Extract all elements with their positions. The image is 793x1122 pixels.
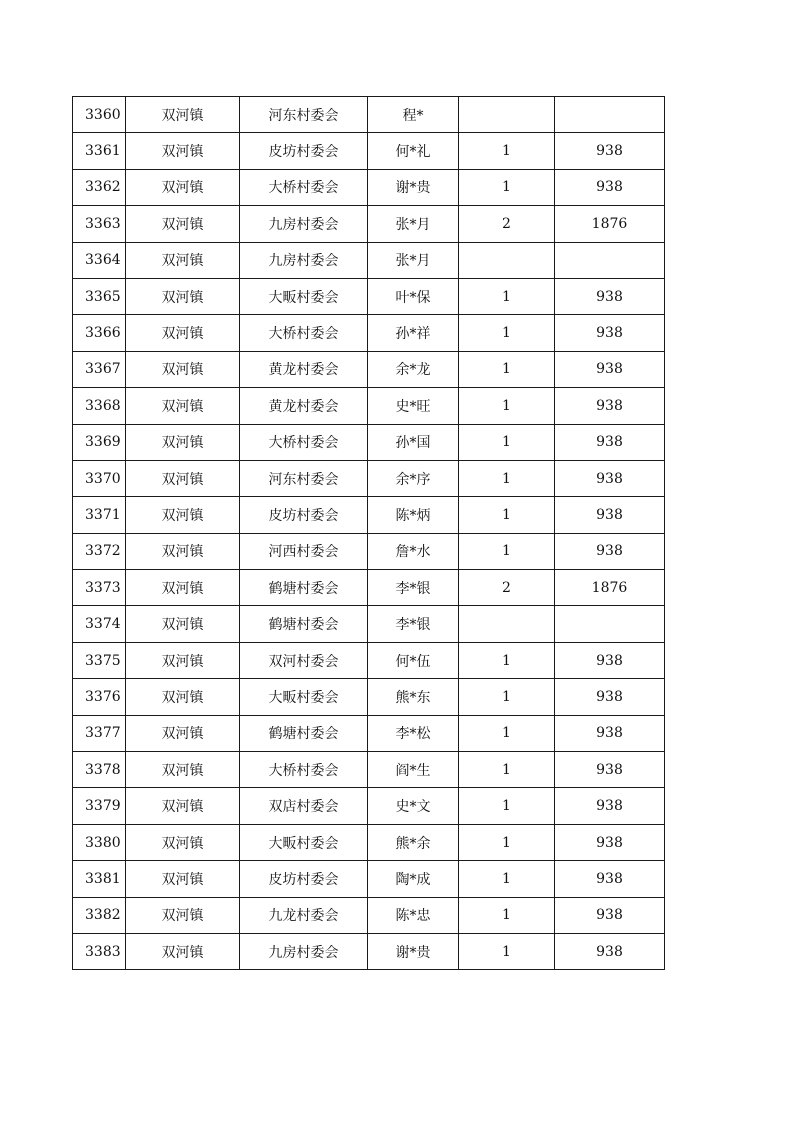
count-cell: 1 (459, 679, 555, 715)
amount-cell: 938 (555, 533, 665, 569)
amount-cell: 938 (555, 861, 665, 897)
subsidy-table (72, 96, 665, 970)
amount-cell (555, 97, 665, 133)
table-row (73, 460, 665, 496)
table-row (73, 169, 665, 205)
count-cell: 1 (459, 824, 555, 860)
person-name-cell: 何*伍 (368, 642, 459, 678)
amount-cell: 938 (555, 315, 665, 351)
town-cell: 双河镇 (126, 388, 240, 424)
person-name-cell: 谢*贵 (368, 933, 459, 969)
amount-cell: 938 (555, 788, 665, 824)
amount-cell: 938 (555, 897, 665, 933)
row-number-cell: 3383 (73, 933, 126, 969)
town-cell: 双河镇 (126, 679, 240, 715)
town-cell: 双河镇 (126, 752, 240, 788)
town-cell: 双河镇 (126, 460, 240, 496)
village-committee-cell: 鹤塘村委会 (240, 570, 368, 606)
person-name-cell: 陈*忠 (368, 897, 459, 933)
town-cell: 双河镇 (126, 133, 240, 169)
table-row (73, 861, 665, 897)
person-name-cell: 何*礼 (368, 133, 459, 169)
amount-cell: 938 (555, 933, 665, 969)
table-row (73, 424, 665, 460)
village-committee-cell: 大畈村委会 (240, 679, 368, 715)
table-row (73, 679, 665, 715)
village-committee-cell: 河东村委会 (240, 97, 368, 133)
person-name-cell: 熊*余 (368, 824, 459, 860)
table-row (73, 206, 665, 242)
row-number-cell: 3382 (73, 897, 126, 933)
village-committee-cell: 双店村委会 (240, 788, 368, 824)
count-cell: 2 (459, 570, 555, 606)
town-cell: 双河镇 (126, 861, 240, 897)
village-committee-cell: 双河村委会 (240, 642, 368, 678)
table-row (73, 824, 665, 860)
count-cell: 2 (459, 206, 555, 242)
count-cell: 1 (459, 788, 555, 824)
table-row (73, 242, 665, 278)
table-row (73, 497, 665, 533)
count-cell: 1 (459, 497, 555, 533)
row-number-cell: 3360 (73, 97, 126, 133)
table-row (73, 351, 665, 387)
village-committee-cell: 皮坊村委会 (240, 133, 368, 169)
table-row (73, 933, 665, 969)
table-row (73, 97, 665, 133)
row-number-cell: 3370 (73, 460, 126, 496)
amount-cell: 938 (555, 642, 665, 678)
village-committee-cell: 九房村委会 (240, 242, 368, 278)
count-cell: 1 (459, 278, 555, 314)
count-cell (459, 97, 555, 133)
village-committee-cell: 黄龙村委会 (240, 351, 368, 387)
town-cell: 双河镇 (126, 715, 240, 751)
person-name-cell: 史*文 (368, 788, 459, 824)
count-cell: 1 (459, 388, 555, 424)
village-committee-cell: 大桥村委会 (240, 315, 368, 351)
town-cell: 双河镇 (126, 788, 240, 824)
row-number-cell: 3381 (73, 861, 126, 897)
count-cell: 1 (459, 460, 555, 496)
table-row (73, 897, 665, 933)
person-name-cell: 孙*国 (368, 424, 459, 460)
row-number-cell: 3376 (73, 679, 126, 715)
person-name-cell: 张*月 (368, 242, 459, 278)
town-cell: 双河镇 (126, 315, 240, 351)
village-committee-cell: 皮坊村委会 (240, 497, 368, 533)
amount-cell: 938 (555, 351, 665, 387)
town-cell: 双河镇 (126, 642, 240, 678)
count-cell: 1 (459, 533, 555, 569)
row-number-cell: 3379 (73, 788, 126, 824)
village-committee-cell: 河西村委会 (240, 533, 368, 569)
village-committee-cell: 大畈村委会 (240, 824, 368, 860)
town-cell: 双河镇 (126, 570, 240, 606)
table-row (73, 533, 665, 569)
amount-cell: 938 (555, 824, 665, 860)
row-number-cell: 3364 (73, 242, 126, 278)
village-committee-cell: 大桥村委会 (240, 424, 368, 460)
row-number-cell: 3375 (73, 642, 126, 678)
village-committee-cell: 大畈村委会 (240, 278, 368, 314)
town-cell: 双河镇 (126, 424, 240, 460)
amount-cell: 938 (555, 679, 665, 715)
row-number-cell: 3368 (73, 388, 126, 424)
town-cell: 双河镇 (126, 606, 240, 642)
count-cell: 1 (459, 133, 555, 169)
table-row (73, 278, 665, 314)
amount-cell: 938 (555, 497, 665, 533)
town-cell: 双河镇 (126, 169, 240, 205)
amount-cell: 938 (555, 388, 665, 424)
person-name-cell: 谢*贵 (368, 169, 459, 205)
table-row (73, 606, 665, 642)
amount-cell (555, 606, 665, 642)
town-cell: 双河镇 (126, 278, 240, 314)
town-cell: 双河镇 (126, 897, 240, 933)
count-cell: 1 (459, 351, 555, 387)
village-committee-cell: 大桥村委会 (240, 752, 368, 788)
village-committee-cell: 大桥村委会 (240, 169, 368, 205)
row-number-cell: 3361 (73, 133, 126, 169)
amount-cell (555, 242, 665, 278)
village-committee-cell: 九房村委会 (240, 933, 368, 969)
person-name-cell: 陶*成 (368, 861, 459, 897)
person-name-cell: 史*旺 (368, 388, 459, 424)
village-committee-cell: 河东村委会 (240, 460, 368, 496)
table-row (73, 388, 665, 424)
row-number-cell: 3362 (73, 169, 126, 205)
row-number-cell: 3367 (73, 351, 126, 387)
row-number-cell: 3366 (73, 315, 126, 351)
count-cell: 1 (459, 897, 555, 933)
row-number-cell: 3363 (73, 206, 126, 242)
row-number-cell: 3374 (73, 606, 126, 642)
row-number-cell: 3365 (73, 278, 126, 314)
count-cell: 1 (459, 933, 555, 969)
amount-cell: 1876 (555, 206, 665, 242)
amount-cell: 938 (555, 169, 665, 205)
town-cell: 双河镇 (126, 351, 240, 387)
table-row (73, 788, 665, 824)
person-name-cell: 李*松 (368, 715, 459, 751)
count-cell: 1 (459, 715, 555, 751)
town-cell: 双河镇 (126, 497, 240, 533)
person-name-cell: 叶*保 (368, 278, 459, 314)
amount-cell: 938 (555, 278, 665, 314)
row-number-cell: 3380 (73, 824, 126, 860)
town-cell: 双河镇 (126, 97, 240, 133)
table-row (73, 752, 665, 788)
person-name-cell: 余*序 (368, 460, 459, 496)
amount-cell: 938 (555, 133, 665, 169)
count-cell: 1 (459, 752, 555, 788)
person-name-cell: 余*龙 (368, 351, 459, 387)
town-cell: 双河镇 (126, 824, 240, 860)
village-committee-cell: 鹤塘村委会 (240, 606, 368, 642)
village-committee-cell: 黄龙村委会 (240, 388, 368, 424)
person-name-cell: 詹*水 (368, 533, 459, 569)
town-cell: 双河镇 (126, 933, 240, 969)
person-name-cell: 阎*生 (368, 752, 459, 788)
table-row (73, 315, 665, 351)
table-row (73, 570, 665, 606)
amount-cell: 1876 (555, 570, 665, 606)
person-name-cell: 孙*祥 (368, 315, 459, 351)
village-committee-cell: 鹤塘村委会 (240, 715, 368, 751)
person-name-cell: 张*月 (368, 206, 459, 242)
count-cell (459, 242, 555, 278)
row-number-cell: 3369 (73, 424, 126, 460)
amount-cell: 938 (555, 424, 665, 460)
town-cell: 双河镇 (126, 206, 240, 242)
count-cell: 1 (459, 315, 555, 351)
table-row (73, 715, 665, 751)
row-number-cell: 3378 (73, 752, 126, 788)
village-committee-cell: 九龙村委会 (240, 897, 368, 933)
village-committee-cell: 皮坊村委会 (240, 861, 368, 897)
amount-cell: 938 (555, 715, 665, 751)
count-cell: 1 (459, 424, 555, 460)
person-name-cell: 程* (368, 97, 459, 133)
person-name-cell: 陈*炳 (368, 497, 459, 533)
row-number-cell: 3377 (73, 715, 126, 751)
count-cell: 1 (459, 169, 555, 205)
town-cell: 双河镇 (126, 533, 240, 569)
row-number-cell: 3371 (73, 497, 126, 533)
count-cell (459, 606, 555, 642)
person-name-cell: 李*银 (368, 570, 459, 606)
table-row (73, 642, 665, 678)
count-cell: 1 (459, 642, 555, 678)
amount-cell: 938 (555, 460, 665, 496)
town-cell: 双河镇 (126, 242, 240, 278)
amount-cell: 938 (555, 752, 665, 788)
person-name-cell: 熊*东 (368, 679, 459, 715)
person-name-cell: 李*银 (368, 606, 459, 642)
row-number-cell: 3372 (73, 533, 126, 569)
count-cell: 1 (459, 861, 555, 897)
row-number-cell: 3373 (73, 570, 126, 606)
table-row (73, 133, 665, 169)
table-body (73, 97, 665, 970)
village-committee-cell: 九房村委会 (240, 206, 368, 242)
